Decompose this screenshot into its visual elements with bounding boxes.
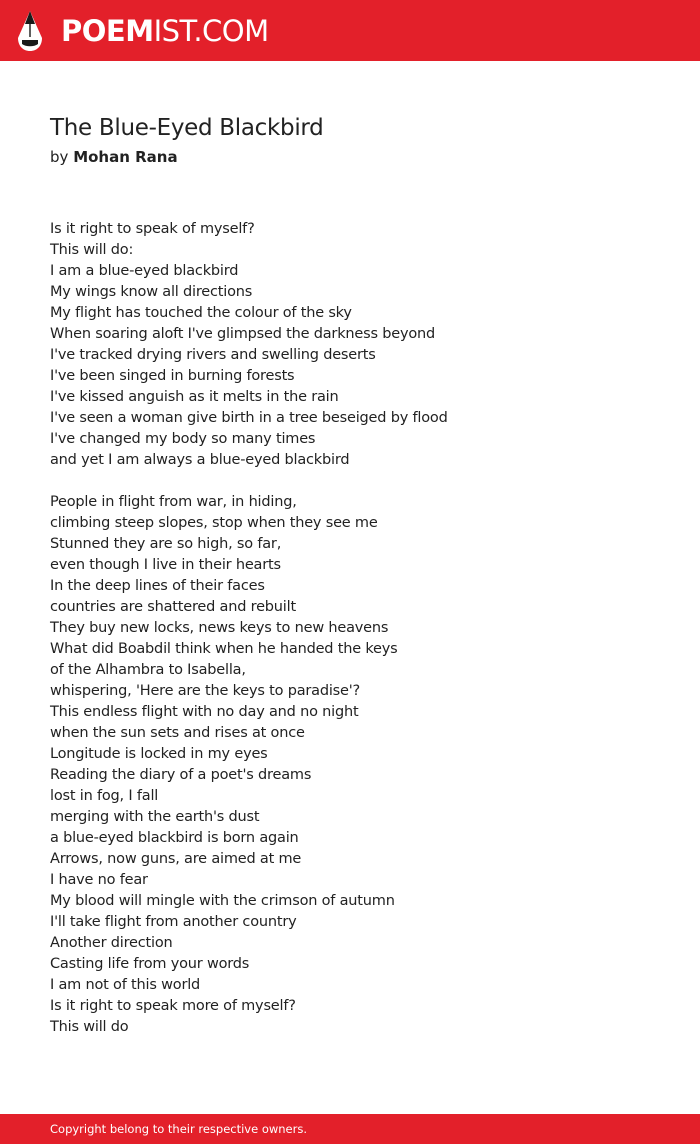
- logo-brand-light: IST.COM: [153, 14, 269, 48]
- stanza: [50, 492, 670, 1038]
- poem-line: Stunned they are so high, so far,: [50, 536, 282, 552]
- poem-line: I've been singed in burning forests: [50, 368, 295, 384]
- copyright-text: Copyright belong to their respective owners.: [50, 1122, 308, 1136]
- poem-line: Reading the diary of a poet's dreams: [50, 767, 312, 783]
- poem-line: What did Boabdil think when he handed the keys: [50, 641, 398, 657]
- site-header: [0, 0, 700, 61]
- poem-line: This will do:: [50, 242, 134, 258]
- poem-line: In the deep lines of their faces: [50, 578, 265, 594]
- pen-nib-icon: [17, 10, 43, 52]
- poem-line: when the sun sets and rises at once: [50, 725, 305, 741]
- poem-line: Another direction: [50, 935, 173, 951]
- poem-line: They buy new locks, news keys to new heavens: [50, 620, 389, 636]
- poem-line: Longitude is locked in my eyes: [50, 746, 268, 762]
- poem-line: I am a blue-eyed blackbird: [50, 263, 239, 279]
- poem-line: of the Alhambra to Isabella,: [50, 662, 246, 678]
- by-label: by: [50, 148, 69, 166]
- poem-line: This will do: [50, 1019, 129, 1035]
- poem-line: My blood will mingle with the crimson of autumn: [50, 893, 395, 909]
- poem-line: Arrows, now guns, are aimed at me: [50, 851, 302, 867]
- byline: [50, 148, 178, 166]
- poem-line: I've changed my body so many times: [50, 431, 316, 447]
- poem-line: climbing steep slopes, stop when they see me: [50, 515, 378, 531]
- poem-line: whispering, 'Here are the keys to paradise'?: [50, 683, 361, 699]
- poem-line: I've tracked drying rivers and swelling deserts: [50, 347, 376, 363]
- logo-brand-bold: POEM: [61, 14, 154, 48]
- poem-line: I've kissed anguish as it melts in the rain: [50, 389, 339, 405]
- poem-line: Is it right to speak more of myself?: [50, 998, 296, 1014]
- poem-line: My flight has touched the colour of the sky: [50, 305, 352, 321]
- logo-wordmark: [61, 10, 269, 52]
- poem-line: When soaring aloft I've glimpsed the darkness beyond: [50, 326, 435, 342]
- poem-line: This endless flight with no day and no night: [50, 704, 359, 720]
- poem-title: The Blue-Eyed Blackbird: [50, 115, 324, 141]
- poem-line: and yet I am always a blue-eyed blackbird: [50, 452, 350, 468]
- poem-line: Is it right to speak of myself?: [50, 221, 255, 237]
- poem-line: I have no fear: [50, 872, 148, 888]
- site-footer: [0, 1114, 700, 1144]
- poem-line: I am not of this world: [50, 977, 201, 993]
- poem-line: My wings know all directions: [50, 284, 253, 300]
- poem-line: lost in fog, I fall: [50, 788, 159, 804]
- poem-line: a blue-eyed blackbird is born again: [50, 830, 299, 846]
- poem-line: countries are shattered and rebuilt: [50, 599, 296, 615]
- site-logo[interactable]: [17, 10, 269, 52]
- poem-line: People in flight from war, in hiding,: [50, 494, 297, 510]
- poem-line: even though I live in their hearts: [50, 557, 281, 573]
- author-name[interactable]: Mohan Rana: [73, 148, 178, 166]
- poem-line: I'll take flight from another country: [50, 914, 297, 930]
- poem-line: I've seen a woman give birth in a tree beseiged by flood: [50, 410, 448, 426]
- poem-line: Casting life from your words: [50, 956, 250, 972]
- stanza: [50, 219, 670, 471]
- poem-line: merging with the earth's dust: [50, 809, 260, 825]
- poem-body: [50, 219, 670, 1059]
